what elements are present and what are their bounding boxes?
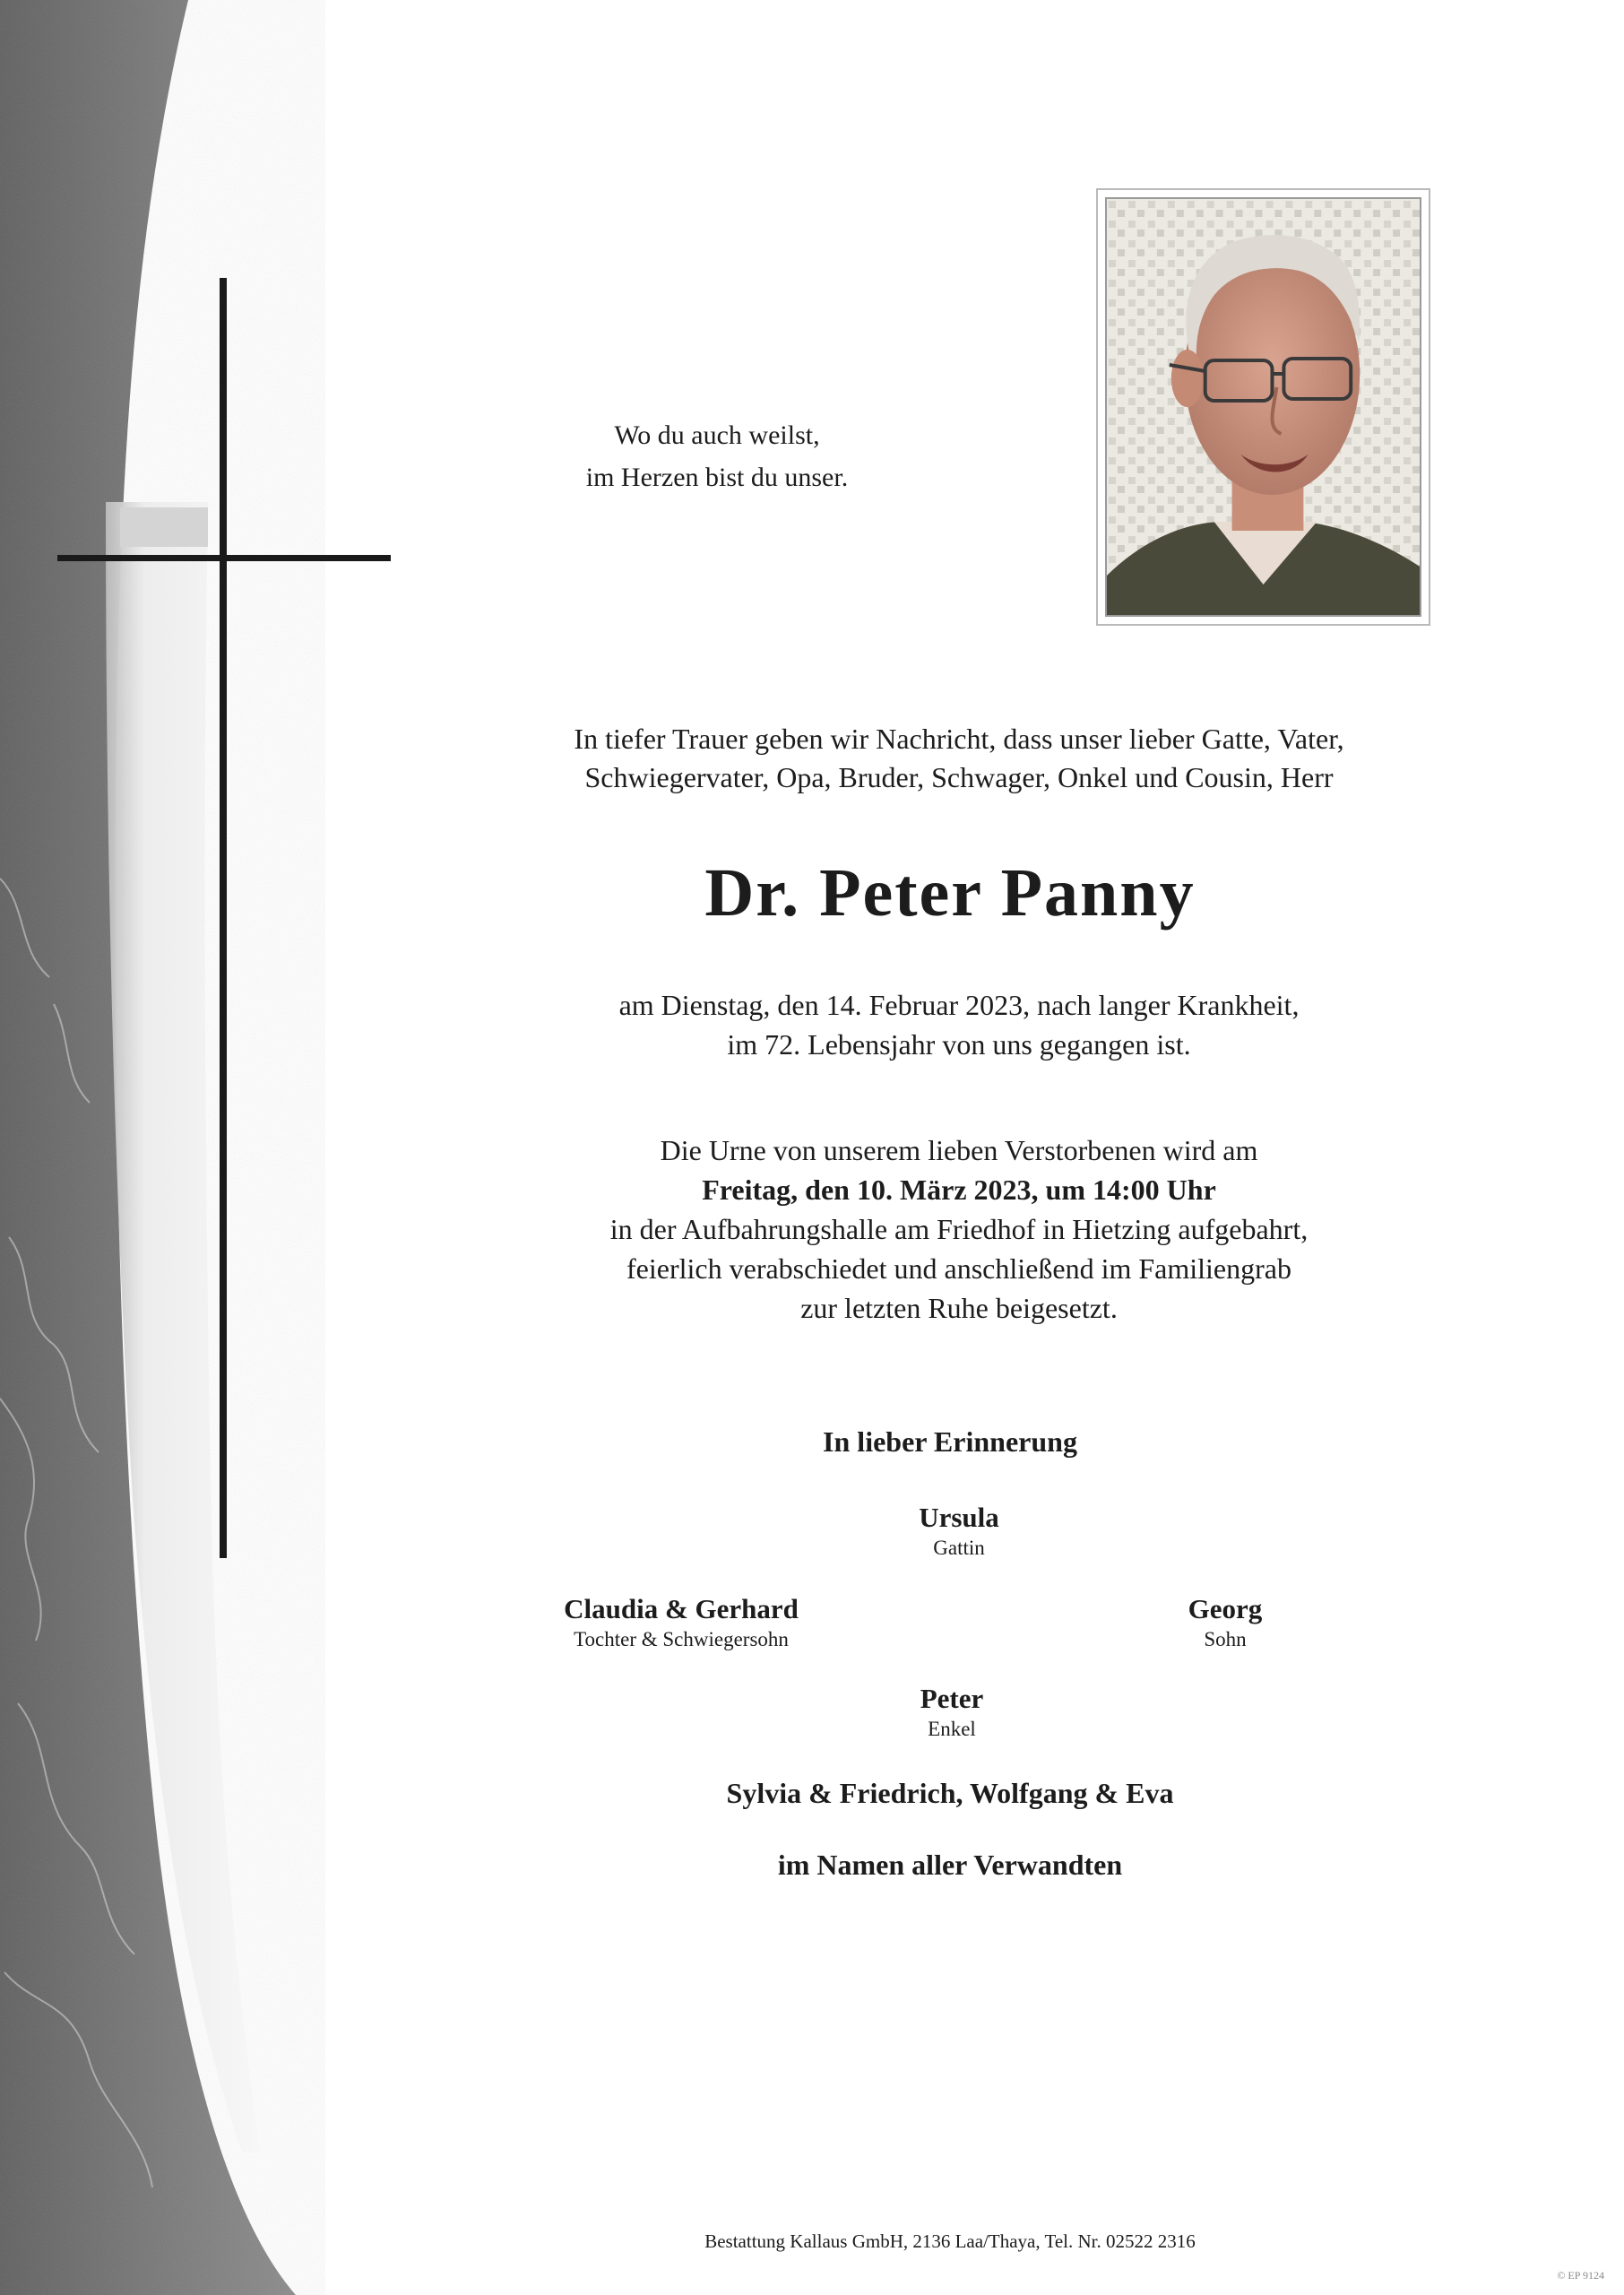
mourner-name: Claudia & Gerhard [564,1593,799,1624]
motto-line-2: im Herzen bist du unser. [585,463,849,492]
ceremony-info [376,1130,1542,1328]
death-info [376,985,1542,1064]
deceased-name: Dr. Peter Panny [704,855,1196,931]
mourner-name: Ursula [919,1502,999,1533]
cross-horizontal [57,555,391,561]
mourner-role: Sohn [1204,1628,1247,1650]
cross-vertical [220,278,227,1558]
death-line-1: am Dienstag, den 14. Februar 2023, nach langer Krankheit, [618,989,1300,1021]
print-code: © EP 9124 [1557,2269,1604,2282]
ceremony-line-3: in der Aufbahrungshalle am Friedhof in Hietzing aufgebahrt, [609,1213,1309,1245]
memory-heading: In lieber Erinnerung [823,1425,1077,1458]
ceremony-line-5: zur letzten Ruhe beigesetzt. [800,1292,1118,1324]
mourner-role: Enkel [928,1718,976,1740]
ceremony-date: Freitag, den 10. März 2023, um 14:00 Uhr [702,1173,1216,1206]
ceremony-line-1: Die Urne von unserem lieben Verstorbenen wird am [660,1134,1258,1166]
portrait-frame [1096,188,1430,626]
mourner-daughter [457,1592,905,1653]
mourner-role: Gattin [933,1537,985,1559]
intro-line-2: Schwiegervater, Opa, Bruder, Schwager, Onkel und Cousin, Herr [584,761,1334,793]
ceremony-line-4: feierlich verabschiedet und anschließend im Familiengrab [626,1252,1291,1285]
mourner-name: Peter [920,1683,984,1714]
mourner-grandson [817,1682,1086,1743]
mourner-name: Georg [1188,1593,1263,1624]
intro-line-1: In tiefer Trauer geben wir Nachricht, dass unser lieber Gatte, Vater, [574,723,1344,755]
motto-line-1: Wo du auch weilst, [614,420,820,450]
mourner-son [1091,1592,1360,1653]
announcement-intro [376,720,1542,797]
portrait-photo-icon [1107,199,1420,615]
mourner-role: Tochter & Schwiegersohn [574,1628,789,1650]
closing-line: im Namen aller Verwandten [777,1849,1123,1881]
funeral-home-footer: Bestattung Kallaus GmbH, 2136 Laa/Thaya, Tel. Nr. 02522 2316 [704,2230,1196,2252]
mourner-spouse [780,1501,1138,1562]
relatives-line: Sylvia & Friedrich, Wolfgang & Eva [726,1777,1174,1809]
death-line-2: im 72. Lebensjahr von uns gegangen ist. [727,1028,1191,1061]
motto [484,414,950,498]
